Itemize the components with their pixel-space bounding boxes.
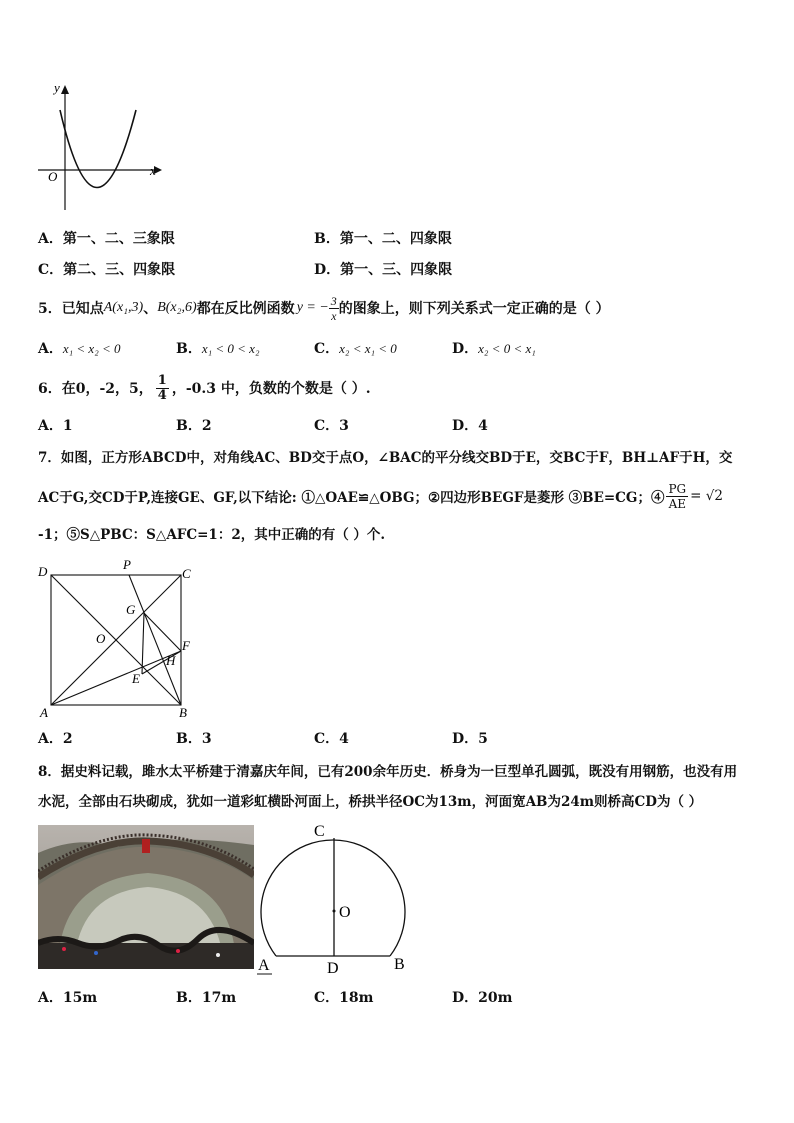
q6-option-a[interactable]: A．1 xyxy=(38,418,73,434)
q8-line-1: 8．据史料记载，雎水太平桥建于清嘉庆年间，已有200余年历史．桥身为一巨型单孔圆弧，既没有用钢筋，也没有用 xyxy=(38,764,738,780)
q5-func-lhs: y = − xyxy=(296,300,329,315)
fig-label-c: C xyxy=(182,566,191,581)
fig-label-o: O xyxy=(96,631,106,646)
fig-label-e: E xyxy=(132,671,140,686)
square-figure xyxy=(36,558,206,723)
q5-mid: 都在反比例函数 xyxy=(196,301,295,317)
fig-label-h: H xyxy=(166,653,176,668)
q5-question xyxy=(38,290,610,326)
q4-option-d[interactable]: D．第一、三、四象限 xyxy=(314,262,453,278)
fig-label-g: G xyxy=(126,602,136,617)
q6-option-c[interactable]: C．3 xyxy=(314,418,349,434)
fig-label-a: A xyxy=(40,705,48,720)
q8-option-b[interactable]: B．17m xyxy=(176,990,237,1006)
q5-point-a: A(x₁,3) xyxy=(103,300,144,315)
fig-label-d: D xyxy=(38,564,48,579)
graph-y-label: y xyxy=(54,80,60,95)
fig-label-p: P xyxy=(123,558,131,572)
q8-option-a[interactable]: A．15m xyxy=(38,990,98,1006)
q7-line-2 xyxy=(38,476,723,516)
q5-option-a[interactable]: A．x₁ < x₂ < 0 xyxy=(38,341,121,357)
q6-option-d[interactable]: D．4 xyxy=(452,418,488,434)
arch-label-b: B xyxy=(394,956,405,973)
q6-fraction: $\frac{1}{4}$ xyxy=(157,372,167,403)
q5-prefix: 5．已知点 xyxy=(38,301,104,317)
q7-option-a[interactable]: A．2 xyxy=(38,731,73,747)
q7-option-c[interactable]: C．4 xyxy=(314,731,349,747)
bridge-arch-diagram xyxy=(252,818,418,984)
q5-func-fraction xyxy=(329,294,339,323)
graph-x-label: x xyxy=(150,163,156,178)
q7-line-2-text: AC于G,交CD于P,连接GE、GF,以下结论: ①△OAE≌△OBG；②四边形BEGF是菱形 ③BE=CG；④ xyxy=(38,490,665,506)
q7-option-b[interactable]: B．3 xyxy=(176,731,212,747)
arch-label-d: D xyxy=(327,960,339,977)
q5-option-c[interactable]: C．x₂ < x₁ < 0 xyxy=(314,341,397,357)
q7-sqrt: = √2 xyxy=(690,488,723,504)
q7-line-3: -1；⑤S△PBC：S△AFC=1：2，其中正确的有（ ）个. xyxy=(38,527,386,543)
q7-line-1: 7．如图，正方形ABCD中，对角线AC、BD交于点O，∠BAC的平分线交BD于E，交BC于F，BH⊥AF于H，交 xyxy=(38,450,733,466)
q6-question xyxy=(38,368,371,408)
fig-label-b: B xyxy=(179,705,187,720)
q5-option-b[interactable]: B．x₁ < 0 < x₂ xyxy=(176,341,260,357)
q7-fraction: $\frac{PG}{AE}$ xyxy=(668,481,687,511)
q6-suffix: ，-0.3 中，负数的个数是（ ）. xyxy=(171,381,371,397)
q6-prefix: 6．在0，-2，5， xyxy=(38,381,153,397)
arch-label-c: C xyxy=(314,823,325,840)
q5-func-num: 3 xyxy=(330,293,337,308)
fig-label-f: F xyxy=(182,638,190,653)
q5-suffix: 的图象上，则下列关系式一定正确的是（ ） xyxy=(338,301,610,317)
q8-line-2: 水泥，全部由石块砌成，犹如一道彩虹横卧河面上，桥拱半径OC为13m，河面宽AB为24m则桥高CD为（ ） xyxy=(38,794,703,810)
q6-option-b[interactable]: B．2 xyxy=(176,418,212,434)
q5-sep: 、 xyxy=(143,301,158,317)
q7-option-d[interactable]: D．5 xyxy=(452,731,488,747)
q4-option-a[interactable]: A．第一、二、三象限 xyxy=(38,231,175,247)
arch-label-o: O xyxy=(339,904,351,921)
q4-option-b[interactable]: B．第一、二、四象限 xyxy=(314,231,452,247)
q4-option-c[interactable]: C．第二、三、四象限 xyxy=(38,262,176,278)
arch-label-a: A xyxy=(258,957,270,974)
q5-point-b: B(x₂,6) xyxy=(157,300,197,315)
graph-origin-label: O xyxy=(48,169,58,184)
q5-func-den: x xyxy=(331,308,337,323)
q5-option-d[interactable]: D．x₂ < 0 < x₁ xyxy=(452,341,536,357)
q8-option-c[interactable]: C．18m xyxy=(314,990,374,1006)
q8-option-d[interactable]: D．20m xyxy=(452,990,513,1006)
parabola-graph xyxy=(30,80,170,215)
bridge-photo xyxy=(38,825,254,969)
